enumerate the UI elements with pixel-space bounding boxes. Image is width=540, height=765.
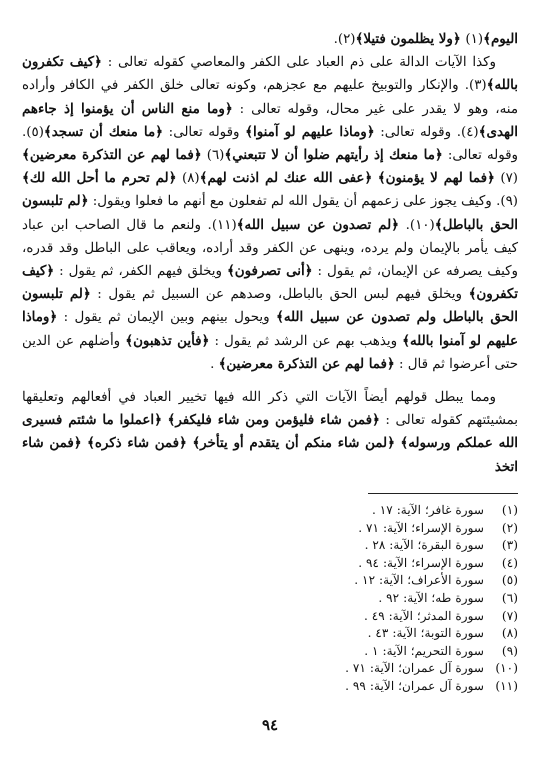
footnote-number: (٥): [501, 573, 518, 588]
quran-quote: ﴿كيف تكفرون﴾: [22, 263, 518, 303]
footnote-item: [345, 520, 518, 538]
quran-quote: ﴿وماذا عليهم لو آمنوا﴾: [245, 123, 375, 140]
text-segment: (٥). وقوله تعالى:: [22, 124, 519, 164]
main-text: [22, 28, 518, 479]
footnotes-list: [345, 502, 518, 696]
quran-quote: اليوم﴾: [483, 31, 518, 47]
footnote-number: (٣): [501, 538, 518, 553]
footnote-text: سورة آل عمران؛ الآية: ٩٩ .: [345, 678, 485, 693]
quran-quote: ﴿فمن شاء ذكره﴾: [86, 435, 187, 452]
footnote-number: (٢): [501, 520, 518, 535]
quran-quote: ﴿وما منع الناس أن يؤمنوا إذ جاءهم الهدى﴾: [22, 100, 518, 140]
footnote-item: [345, 643, 518, 661]
paragraph: [22, 28, 518, 51]
footnote-text: سورة التحريم؛ الآية: ١ .: [364, 643, 485, 658]
text-segment: وكذا الآيات الدالة على ذم العباد على الكفر والمعاصي كقوله تعالى :: [101, 55, 497, 71]
text-segment: (١٠).: [399, 217, 435, 233]
quran-quote: ﴿لمن شاء منكم أن يتقدم أو يتأخر﴾: [192, 435, 395, 452]
quran-quote: ﴿كيف تكفرون بالله﴾: [22, 54, 518, 94]
text-segment: (١١). ولنعم ما قال الصاحب ابن عباد كيف يأمر بالإيمان ولم يرده، وينهى عن الكفر وقد أراده، ويعاقب على الباطل وقد قدره، وكيف يصرفه عن الإيمان، ثم يقول :: [22, 217, 519, 280]
text-segment: (٦): [201, 148, 225, 164]
quran-quote: ﴿فما لهم عن التذكرة معرضين﴾: [218, 355, 395, 372]
quran-quote: ﴿فأين تذهبون﴾: [125, 332, 210, 349]
text-segment: ويحول بينهم وبين الإيمان ثم يقول :: [57, 310, 276, 326]
text-segment: وقوله تعالى:: [163, 124, 246, 140]
footnote-text: سورة طه؛ الآية: ٩٢ .: [378, 590, 485, 605]
footnote-item: [345, 625, 518, 643]
footnote-item: [345, 678, 518, 696]
text-segment: ويذهب بهم عن الرشد ثم يقول :: [209, 333, 403, 349]
footnote-item: [345, 502, 518, 520]
footnote-text: سورة الإسراء؛ الآية: ٩٤ .: [358, 555, 485, 570]
footnote-item: [345, 608, 518, 626]
paragraph: [22, 51, 518, 376]
text-segment: ويخلق فيهم الكفر، ثم يقول :: [54, 264, 227, 280]
footnote-item: [345, 572, 518, 590]
quran-quote: ﴿فما لهم عن التذكرة معرضين﴾: [22, 147, 202, 164]
footnote-number: (٩): [501, 643, 518, 658]
footnote-text: سورة الإسراء؛ الآية: ٧١ .: [358, 520, 485, 535]
text-segment: (٨): [176, 171, 200, 187]
quran-quote: ﴿فمن شاء اتخذ: [22, 435, 518, 475]
footnote-number: (٦): [501, 590, 518, 605]
text-segment: (٤). وقوله تعالى:: [374, 124, 479, 140]
quran-quote: ﴿وماذا عليهم لو آمنوا بالله﴾: [22, 309, 519, 349]
quran-quote: ﴿لم تلبسون الحق بالباطل﴾: [22, 193, 518, 233]
quran-quote: ﴿ما منعك أن تسجد﴾: [43, 123, 163, 140]
footnote-text: سورة البقرة؛ الآية: ٢٨ .: [364, 538, 485, 553]
text-segment: (٢).: [333, 32, 356, 47]
quran-quote: ﴿اعملوا ما شئتم فسيرى الله عملكم ورسوله﴾: [22, 412, 518, 452]
paragraph: [22, 386, 518, 479]
text-segment: ومما يبطل قولهم أيضاً الآيات التي ذكر الله فيها تخيير العباد في أفعالهم وتعليقها بمشيئتهم كقوله تعالى :: [22, 390, 519, 429]
footnote-number: (٨): [501, 626, 518, 641]
quran-quote: ﴿لم تصدون عن سبيل الله﴾: [236, 216, 400, 233]
text-segment: وأضلهم عن الدين حتى أعرضوا ثم قال :: [22, 333, 518, 372]
quran-quote: ﴿لم تحرم ما أحل الله لك﴾: [22, 170, 177, 187]
page-number: ٩٤: [261, 716, 279, 734]
footnote-text: سورة آل عمران؛ الآية: ٧١ .: [345, 661, 485, 676]
footnote-item: [345, 590, 518, 608]
quran-quote: ﴿لم تلبسون الحق بالباطل ولم تصدون عن سبيل الله﴾: [22, 286, 518, 326]
quran-quote: ﴿فمن شاء فليؤمن ومن شاء فليكفر﴾: [167, 412, 380, 429]
footnote-item: [345, 555, 518, 573]
text-segment: .: [210, 356, 219, 372]
text-segment: (٩). وكيف يجوز على زعمهم أن يقول الله لم تفعلون مع أنهم ما فعلوا ويقول:: [88, 194, 518, 210]
footnote-divider: [368, 493, 518, 494]
footnote-number: (٧): [501, 608, 518, 623]
quran-quote: ﴿ما منعك إذ رأيتهم ضلوا أن لا تتبعني﴾: [224, 147, 443, 164]
footnote-number: (١١): [495, 678, 518, 693]
footnote-number: (١): [501, 503, 518, 517]
quran-quote: ﴿أنى تصرفون﴾: [226, 263, 313, 280]
quran-quote: ﴿عفى الله عنك لم اذنت لهم﴾: [199, 170, 373, 187]
footnote-text: سورة التوبة؛ الآية: ٤٣ .: [367, 626, 485, 641]
footnote-item: [345, 660, 518, 678]
footnote-text: سورة المدثر؛ الآية: ٤٩ .: [363, 608, 485, 623]
footnote-text: سورة الأعراف؛ الآية: ١٢ .: [354, 573, 485, 588]
text-segment: (١): [465, 32, 484, 47]
text-segment: (٧): [494, 171, 519, 187]
footnote-item: [345, 537, 518, 555]
footnote-number: (١٠): [495, 661, 518, 676]
footnote-number: (٤): [501, 555, 518, 570]
text-segment: (٣). والإنكار والتوبيخ عليهم مع عجزهم، وكونه تعالى خلق الكفر في الكافر وأراده منه، وهو لا يقدر على غير محال، وقوله تعالى :: [22, 78, 518, 117]
quran-quote: ﴿فما لهم لا يؤمنون﴾: [377, 170, 495, 187]
text-segment: ويخلق فيهم لبس الحق بالباطل، وصدهم عن السبيل ثم يقول :: [90, 287, 469, 303]
quran-quote: ﴿ولا يظلمون فتيلا﴾: [355, 31, 466, 47]
footnote-text: سورة غافر؛ الآية: ١٧ .: [371, 503, 485, 517]
